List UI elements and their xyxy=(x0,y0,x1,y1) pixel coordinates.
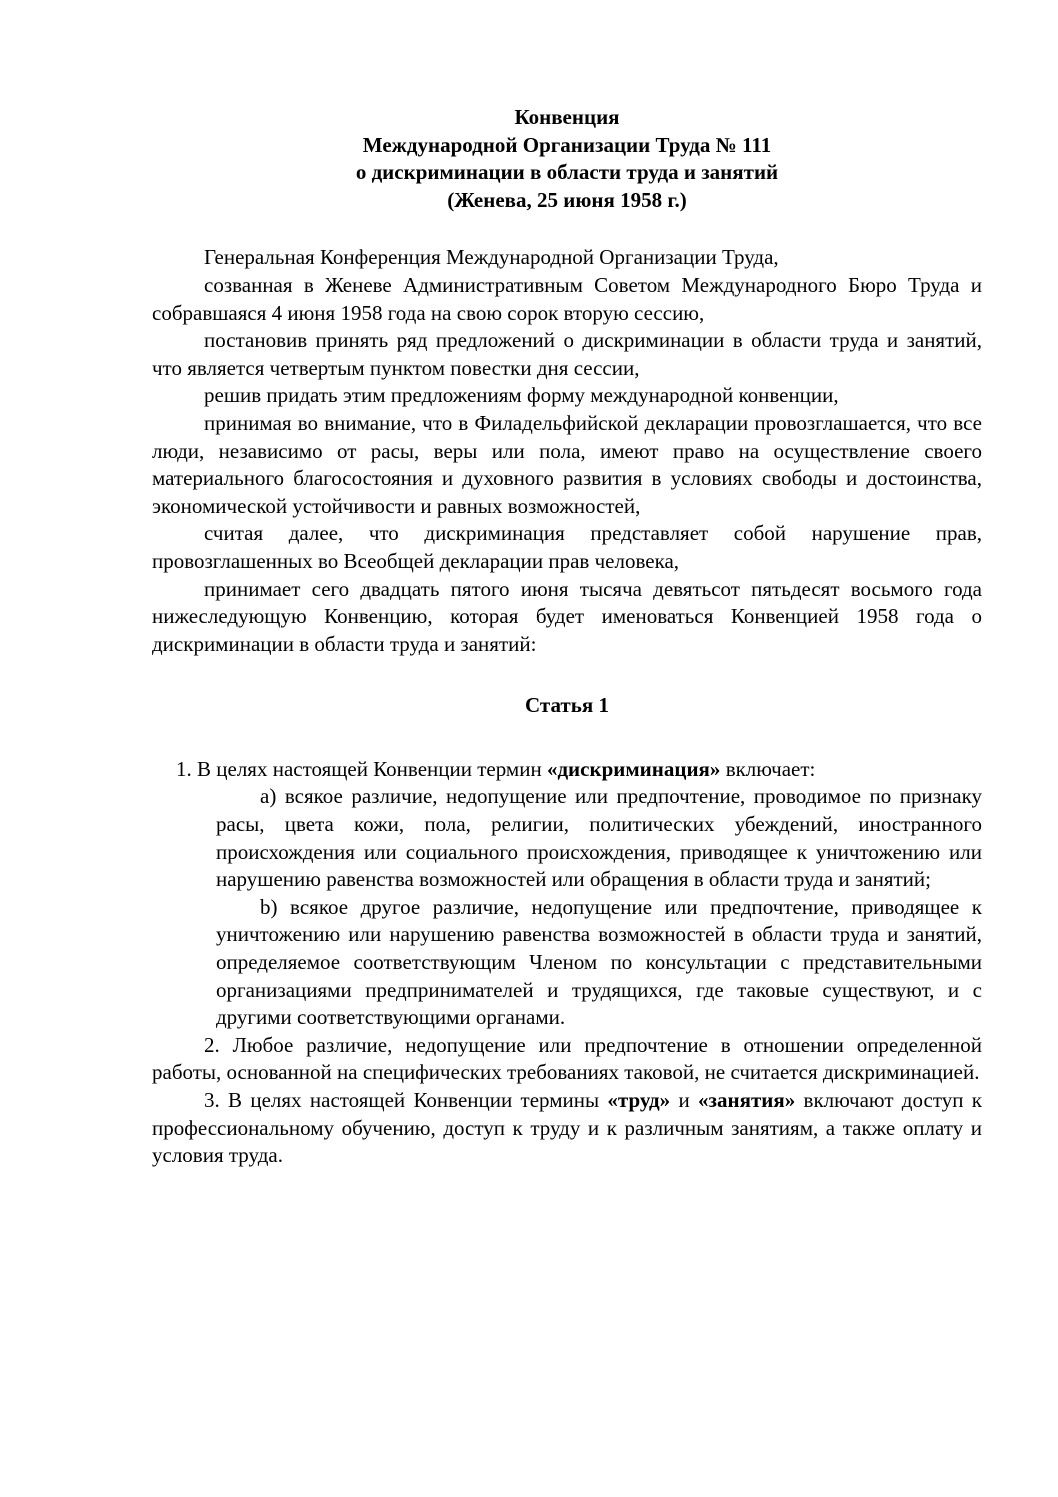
item-1-suffix: включает: xyxy=(720,756,816,781)
item-1-prefix: 1. В целях настоящей Конвенции термин xyxy=(176,756,547,781)
document-title xyxy=(152,104,982,214)
preamble-paragraph-7: принимает сего двадцать пятого июня тысяча девятьсот пятьдесят восьмого года нижеследующую Конвенцию, которая будет именоваться Конвенцией 1958 года о дискриминации в области труда и занятий: xyxy=(152,576,982,656)
item-3-prefix: 3. В целях настоящей Конвенции термины xyxy=(204,1088,608,1112)
article-1-item-1b: b) всякое другое различие, недопущение или предпочтение, приводящее к уничтожению или нарушению равенства возможностей в области труда и занятий, определяемое соответствующим Членом по консультации с представительными организациями предпринимателей и трудящихся, где таковые существуют, и с другими соответствующими органами. xyxy=(216,894,982,1030)
term-discrimination: «дискриминация» xyxy=(546,756,721,781)
term-labour: «труд» xyxy=(607,1088,671,1112)
title-line-1: Конвенция xyxy=(514,105,620,129)
article-1-item-3 xyxy=(152,1087,982,1170)
preamble-paragraph-5: принимая во внимание, что в Филадельфийской декларации провозглашается, что все люди, независимо от расы, веры или пола, имеют право на осуществление своего материального благосостояния и духовного развития в условиях свободы и достоинства, экономической устойчивости и равных возможностей, xyxy=(152,410,982,518)
title-line-2: Международной Организации Труда № 111 xyxy=(362,132,772,157)
item-3-suffix: включают доступ к профессиональному обучению, доступ к труду и к различным занятиям, а также оплату и условия труда. xyxy=(152,1088,982,1168)
spacer xyxy=(152,214,982,244)
preamble-paragraph-1: Генеральная Конференция Международной Организации Труда, xyxy=(204,245,779,270)
preamble-paragraph-3: постановив принять ряд предложений о дискриминации в области труда и занятий, что является четвертым пунктом повестки дня сессии, xyxy=(152,328,982,380)
article-1-heading: Статья 1 xyxy=(525,693,609,718)
item-3-mid: и xyxy=(670,1088,699,1112)
article-1-item-1a: a) всякое различие, недопущение или предпочтение, проводимое по признаку расы, цвета кожи, пола, религии, политических убеждений, иностранного происхождения или социального происхождения, приводящее к уничтожению или нарушению равенства возможностей или обращения в области труда и занятий; xyxy=(216,784,982,892)
title-line-4: (Женева, 25 июня 1958 г.) xyxy=(447,187,687,212)
preamble-paragraph-2: созванная в Женеве Административным Советом Международного Бюро Труда и собравшаяся 4 июня 1958 года на свою сорок вторую сессию, xyxy=(152,272,982,325)
title-line-3: о дискриминации в области труда и занятий xyxy=(355,160,779,185)
term-occupation: «занятия» xyxy=(698,1088,796,1112)
article-1-item-1 xyxy=(152,756,982,784)
article-1-item-2: 2. Любое различие, недопущение или предпочтение в отношении определенной работы, основанной на специфических требованиях таковой, не считается дискриминацией. xyxy=(152,1032,982,1085)
preamble-paragraph-6: считая далее, что дискриминация представляет собой нарушение прав, провозглашенных во Всеобщей декларации прав человека, xyxy=(152,521,982,573)
document-page xyxy=(152,104,982,1170)
preamble-paragraph-4: решив придать этим предложениям форму международной конвенции, xyxy=(204,383,839,408)
